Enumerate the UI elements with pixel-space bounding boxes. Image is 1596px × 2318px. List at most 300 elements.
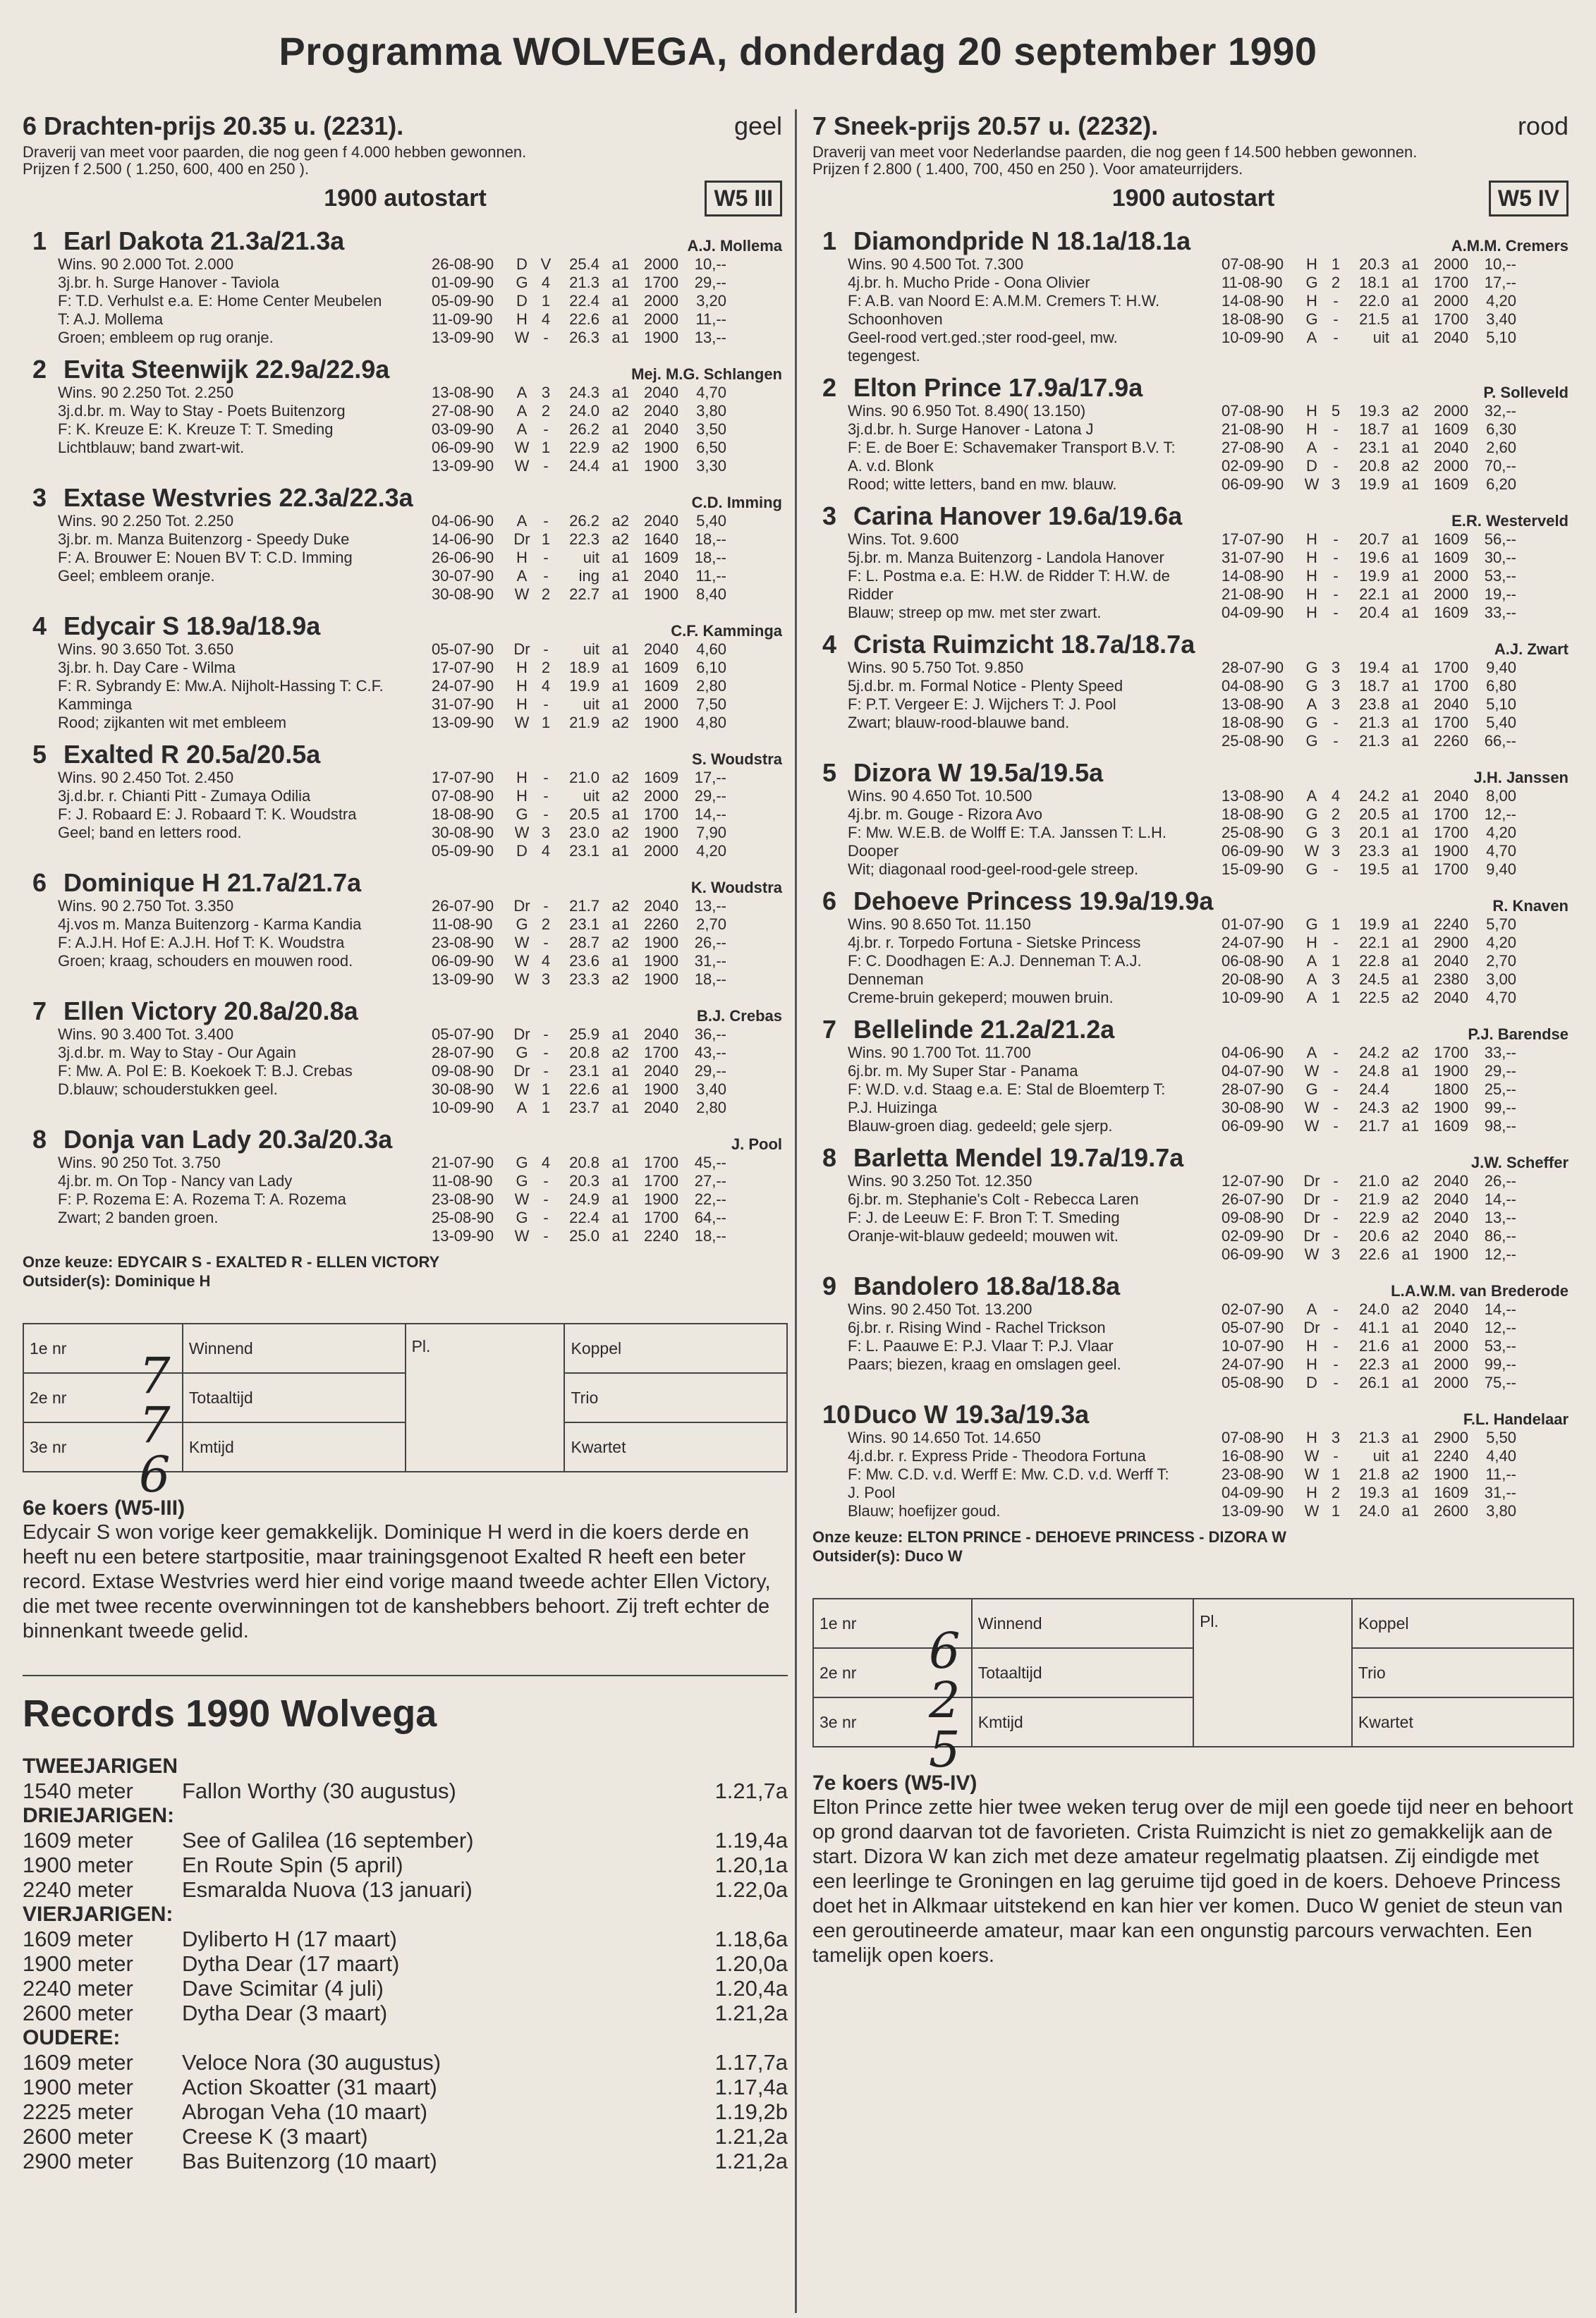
horse-info-line: Zwart; blauw-rood-blauwe band. (848, 714, 1070, 731)
result-cell: 28-07-90 (432, 1044, 494, 1061)
records-horse: Dyliberto H (17 maart) (182, 1927, 397, 1951)
horse-number: 3 (32, 483, 47, 512)
result-cell: 2040 (1434, 1209, 1468, 1226)
result-cell: Dr (1303, 1319, 1320, 1336)
result-cell: 2040 (644, 420, 678, 438)
result-row (432, 567, 726, 585)
result-cell: 02-09-90 (1222, 1227, 1284, 1245)
result-cell: H (516, 549, 528, 566)
result-row (432, 1209, 726, 1227)
result-cell: 1900 (1434, 842, 1468, 860)
result-row (1222, 1337, 1516, 1355)
horse-info-line: Dooper (848, 842, 899, 860)
result-row (1222, 842, 1516, 860)
horse-driver: J. Pool (731, 1135, 782, 1153)
result-row (1222, 1080, 1516, 1099)
result-cell: 26.2 (569, 420, 599, 438)
result-cell: - (1333, 714, 1339, 731)
result-row (432, 805, 726, 824)
our-pick-line: Onze keuze: ELTON PRINCE - DEHOEVE PRINCESS - DIZORA W (812, 1528, 1286, 1546)
result-cell: W (1304, 475, 1320, 493)
result-row (1222, 1429, 1516, 1447)
result-cell: G (516, 915, 528, 933)
column-divider (795, 109, 797, 2313)
horse-entry (812, 887, 1574, 1007)
result-row (1222, 604, 1516, 622)
result-row (1222, 714, 1516, 732)
result-cell: - (543, 1209, 549, 1226)
result-cell: 4,70 (1486, 989, 1516, 1006)
result-cell: 2040 (644, 897, 678, 915)
result-cell: H (1306, 420, 1317, 438)
result-cell: 21.0 (1359, 1172, 1389, 1190)
records-time: 1.20,1a (714, 1853, 788, 1877)
horse-driver: J.W. Scheffer (1470, 1154, 1568, 1171)
result-row (432, 952, 726, 970)
result-cell: a1 (611, 457, 629, 475)
result-cell: G (516, 1154, 528, 1171)
result-row (432, 1154, 726, 1172)
result-cell: a1 (1401, 1484, 1419, 1501)
horse-info-line: Wins. 90 2.750 Tot. 3.350 (58, 897, 234, 915)
result-cell: - (1333, 1190, 1339, 1208)
result-row (432, 970, 726, 989)
result-cell: 06-09-90 (432, 439, 494, 456)
result-cell: 23.3 (569, 970, 599, 988)
horse-info-line: T: A.J. Mollema (58, 310, 164, 328)
horse-body (23, 769, 788, 860)
result-cell: 30-07-90 (432, 567, 494, 585)
result-cell: H (1306, 255, 1317, 273)
result-cell: a1 (1401, 274, 1419, 291)
result-cell: G (1305, 677, 1318, 695)
result-cell: H (1306, 604, 1317, 621)
horse-info-line: Wins. 90 8.650 Tot. 11.150 (848, 915, 1031, 933)
result-cell: 1 (1331, 1465, 1341, 1483)
result-cell: W (514, 970, 530, 988)
result-cell: a2 (611, 530, 629, 548)
race-color: geel (733, 111, 782, 140)
result-cell: W (1304, 1502, 1320, 1520)
result-cell: 1700 (644, 805, 678, 823)
result-cell: 98,-- (1484, 1117, 1516, 1135)
result-row (1222, 475, 1516, 494)
result-cell: 1609 (644, 769, 678, 786)
horse-entry (23, 997, 788, 1117)
result-cell: 2040 (644, 512, 678, 530)
result-cell: 10-09-90 (432, 1099, 494, 1116)
result-cell: a1 (1401, 1374, 1419, 1391)
bet-row (23, 1422, 787, 1472)
start-type: 1900 autostart (324, 185, 487, 212)
result-cell: a1 (1401, 310, 1419, 328)
result-cell: a1 (1401, 255, 1419, 273)
horse-info-line: F: E. de Boer E: Schavemaker Transport B.V. T: (848, 439, 1176, 456)
horse-number: 6 (32, 868, 47, 897)
result-cell: 3 (1331, 824, 1341, 841)
result-cell: a2 (1401, 1209, 1419, 1226)
result-cell: 10-07-90 (1222, 1337, 1284, 1355)
result-cell: W (514, 329, 530, 346)
result-cell: a1 (611, 695, 629, 713)
horse-info-line: 3j.d.br. h. Surge Hanover - Latona J (848, 420, 1094, 438)
result-cell: 2040 (644, 640, 678, 658)
horse-info-line: Geel-rood vert.ged.;ster rood-geel, mw. (848, 329, 1118, 346)
result-cell: 3 (1331, 475, 1341, 493)
horse-info (23, 384, 432, 475)
result-cell: H (1306, 1355, 1317, 1373)
horse-number: 7 (822, 1015, 837, 1044)
result-row (1222, 915, 1516, 934)
result-cell: 22.9 (1359, 1209, 1389, 1226)
result-cell: a1 (611, 677, 629, 695)
result-cell: 06-09-90 (1222, 475, 1284, 493)
race-title: 6 Drachten-prijs 20.35 u. (2231). (23, 111, 404, 140)
horse-name-text: Dehoeve Princess 19.9a/19.9a (846, 886, 1214, 915)
result-cell: A (1306, 695, 1317, 713)
records-time: 1.19,4a (714, 1828, 788, 1853)
records-distance: 1609 meter (23, 1927, 133, 1951)
result-cell: 7,50 (696, 695, 726, 713)
horse-info-line: Geel; embleem oranje. (58, 567, 215, 585)
result-cell: 1700 (644, 1154, 678, 1171)
horse-entry (812, 227, 1574, 365)
result-cell: 4,70 (1486, 842, 1516, 860)
result-cell: a2 (611, 1044, 629, 1061)
bet-row (813, 1599, 1573, 1648)
result-cell: a1 (1401, 695, 1419, 713)
result-cell: Dr (1303, 1209, 1320, 1226)
result-cell: A (516, 567, 528, 585)
records-row (23, 2075, 788, 2099)
result-cell: 28-07-90 (1222, 1080, 1284, 1098)
result-cell: 22.7 (569, 585, 599, 603)
horse-results (432, 1154, 726, 1245)
horse-number: 2 (822, 373, 837, 402)
horse-name-text: Ellen Victory 20.8a/20.8a (56, 996, 358, 1025)
horse-number: 5 (32, 740, 47, 769)
result-cell: 22.4 (569, 1209, 599, 1226)
result-cell: H (1306, 1337, 1317, 1355)
records-row (23, 1853, 788, 1877)
result-cell: - (1333, 1062, 1339, 1080)
result-cell: 2040 (1434, 329, 1468, 346)
result-cell: 20.8 (569, 1154, 599, 1171)
horse-info-line: F: A.J.H. Hof E: A.J.H. Hof T: K. Woudstra (58, 934, 345, 951)
bet-cell: Koppel (564, 1324, 787, 1373)
result-cell: a1 (1401, 1355, 1419, 1373)
result-cell: G (516, 1044, 528, 1061)
records-distance: 1609 meter (23, 2050, 133, 2075)
result-cell: 70,-- (1484, 457, 1516, 475)
bet-form (23, 1323, 788, 1472)
result-cell: 26,-- (1484, 1172, 1516, 1190)
result-cell: 24.0 (1359, 1300, 1389, 1318)
result-cell: 19.9 (1359, 475, 1389, 493)
result-row (432, 384, 726, 402)
horse-name-text: Diamondpride N 18.1a/18.1a (846, 226, 1191, 255)
horse-results (1222, 659, 1516, 750)
result-row (1222, 1465, 1516, 1484)
result-cell: 06-09-90 (432, 952, 494, 970)
horse-body (812, 1044, 1574, 1135)
result-cell: 01-07-90 (1222, 915, 1284, 933)
result-cell: 24-07-90 (1222, 934, 1284, 951)
horse-driver: S. Woudstra (692, 750, 782, 768)
result-cell: 1900 (1434, 1062, 1468, 1080)
result-cell: 18,-- (694, 1227, 726, 1245)
result-cell: A (1306, 1300, 1317, 1318)
horse-driver: C.D. Imming (691, 494, 782, 511)
result-cell: 3 (541, 970, 551, 988)
horse-info-line: Groen; kraag, schouders en mouwen rood. (58, 952, 353, 970)
records-time: 1.21,2a (714, 2001, 788, 2025)
records-time: 1.21,2a (714, 2149, 788, 2173)
result-row (432, 1227, 726, 1245)
result-cell: 1700 (1434, 274, 1468, 291)
result-cell: a1 (611, 1154, 629, 1171)
bet-cell: Koppel (1352, 1599, 1573, 1648)
result-cell: D (516, 842, 528, 860)
result-row (432, 824, 726, 842)
result-cell: 22.6 (1359, 1245, 1389, 1263)
result-cell: - (1333, 585, 1339, 603)
result-cell: 2000 (1434, 402, 1468, 420)
bet-cell: Pl. (406, 1324, 565, 1472)
race-header (23, 106, 788, 144)
outsider-line: Outsider(s): Duco W (812, 1547, 963, 1565)
result-cell: uit (1372, 1447, 1389, 1465)
horse-body (23, 384, 788, 475)
result-cell: 56,-- (1484, 530, 1516, 548)
result-cell: 28-07-90 (1222, 659, 1284, 676)
records-row (23, 2050, 788, 2075)
result-row (1222, 420, 1516, 439)
result-row (1222, 659, 1516, 677)
result-cell: a2 (611, 787, 629, 805)
result-cell: - (543, 695, 549, 713)
records-title: Records 1990 Wolvega (23, 1692, 437, 1735)
result-cell: 18,-- (694, 549, 726, 566)
result-cell: 20.3 (1359, 255, 1389, 273)
result-cell: 1609 (1434, 475, 1468, 493)
result-cell: 13,-- (1484, 1209, 1516, 1226)
result-cell: 10-09-90 (1222, 989, 1284, 1006)
result-cell: a2 (611, 824, 629, 841)
result-row (1222, 1484, 1516, 1502)
result-cell: a2 (1401, 1099, 1419, 1116)
horse-info-line: Paars; biezen, kraag en omslagen geel. (848, 1355, 1121, 1373)
result-cell: a1 (611, 255, 629, 273)
result-cell: 13-09-90 (432, 329, 494, 346)
horse-info-line: Ridder (848, 585, 894, 603)
result-cell: - (1333, 439, 1339, 456)
result-cell: 22.1 (1359, 585, 1389, 603)
result-cell: 05-07-90 (432, 640, 494, 658)
result-cell: a1 (1401, 860, 1419, 878)
horse-info-line: F: J. de Leeuw E: F. Bron T: T. Smeding (848, 1209, 1120, 1226)
result-row (1222, 1099, 1516, 1117)
records-distance: 1900 meter (23, 1951, 133, 1976)
result-cell: 04-06-90 (1222, 1044, 1284, 1061)
result-cell: 25-08-90 (432, 1209, 494, 1226)
result-cell: - (1333, 1300, 1339, 1318)
result-cell: 1700 (1434, 1044, 1468, 1061)
result-cell: a1 (611, 1190, 629, 1208)
result-row (432, 842, 726, 860)
horse-info-line: F: Mw. C.D. v.d. Werff E: Mw. C.D. v.d. Werff T: (848, 1465, 1169, 1483)
result-cell: 19.3 (1359, 1484, 1389, 1501)
horse-entry (23, 612, 788, 732)
result-cell: 2000 (644, 310, 678, 328)
result-cell: 21.7 (1359, 1117, 1389, 1135)
result-cell: 13-09-90 (432, 1227, 494, 1245)
result-cell: G (1305, 274, 1318, 291)
result-cell: 4,20 (1486, 292, 1516, 310)
result-cell: Dr (513, 1062, 530, 1080)
result-cell: H (1306, 1484, 1317, 1501)
result-cell: a1 (1401, 787, 1419, 805)
result-row (432, 255, 726, 274)
result-cell: 07-08-90 (1222, 255, 1284, 273)
records-horse: Abrogan Veha (10 maart) (182, 2099, 428, 2124)
result-cell: W (1304, 1245, 1320, 1263)
result-cell: 2,60 (1486, 439, 1516, 456)
result-cell: 1609 (1434, 1484, 1468, 1501)
result-cell: 99,-- (1484, 1355, 1516, 1373)
result-cell: 29,-- (1484, 1062, 1516, 1080)
records-horse: Veloce Nora (30 augustus) (182, 2050, 441, 2075)
horse-name (812, 1015, 1574, 1044)
result-cell: 19.9 (569, 677, 599, 695)
result-cell: 21.8 (1359, 1465, 1389, 1483)
result-cell: 2260 (644, 915, 678, 933)
records-row (23, 2001, 788, 2025)
result-row (1222, 1117, 1516, 1135)
records-horse: Fallon Worthy (30 augustus) (182, 1779, 456, 1803)
bet-cell: 3e nr (23, 1422, 183, 1472)
result-cell: H (1306, 934, 1317, 951)
result-cell: a1 (611, 585, 629, 603)
result-cell: 2240 (644, 1227, 678, 1245)
result-cell: a2 (1401, 457, 1419, 475)
bet-cell: Pl. (1193, 1599, 1352, 1747)
result-cell: a1 (611, 842, 629, 860)
result-row (432, 1099, 726, 1117)
result-cell: W (514, 1080, 530, 1098)
records-group: TWEEJARIGEN (23, 1755, 178, 1778)
horse-name (812, 1144, 1574, 1172)
result-cell: 1700 (1434, 659, 1468, 676)
result-cell: 8,40 (696, 585, 726, 603)
result-cell: 1609 (1434, 549, 1468, 566)
records-group: OUDERE: (23, 2026, 121, 2049)
result-cell: 30-08-90 (432, 824, 494, 841)
horse-info (23, 1025, 432, 1117)
horse-results (1222, 402, 1516, 494)
result-cell: 2040 (644, 402, 678, 420)
result-cell: 2040 (1434, 787, 1468, 805)
result-cell: - (1333, 1374, 1339, 1391)
result-cell: 2040 (644, 384, 678, 401)
horse-entry (23, 355, 788, 475)
records-time: 1.20,0a (714, 1951, 788, 1976)
result-cell: 2000 (644, 695, 678, 713)
result-cell: 01-09-90 (432, 274, 494, 291)
result-cell: 07-08-90 (1222, 402, 1284, 420)
result-cell: 4,20 (1486, 824, 1516, 841)
bet-cell: 2e nr (23, 1373, 183, 1422)
result-cell: 2 (541, 915, 551, 933)
records-horse: Dytha Dear (3 maart) (182, 2001, 388, 2025)
result-cell: a1 (1401, 530, 1419, 548)
result-cell: 2040 (1434, 1190, 1468, 1208)
result-cell: 02-07-90 (1222, 1300, 1284, 1318)
result-cell: 2240 (1434, 1447, 1468, 1465)
result-cell: 21.3 (1359, 732, 1389, 750)
result-cell: 2000 (1434, 567, 1468, 585)
result-cell: 19.6 (1359, 549, 1389, 566)
result-cell: 2 (541, 585, 551, 603)
result-cell: G (1305, 310, 1318, 328)
result-cell: H (516, 769, 528, 786)
result-cell: 05-09-90 (432, 842, 494, 860)
result-cell: 33,-- (1484, 1044, 1516, 1061)
result-cell: 2260 (1434, 732, 1468, 750)
result-cell: a2 (1401, 402, 1419, 420)
horse-driver: J.H. Janssen (1473, 769, 1568, 786)
horse-info-line: Blauw; streep op mw. met ster zwart. (848, 604, 1102, 621)
result-cell: 22,-- (694, 1190, 726, 1208)
horse-info (23, 769, 432, 860)
result-row (432, 897, 726, 915)
horse-name (812, 374, 1574, 402)
result-cell: 18,-- (694, 530, 726, 548)
result-cell: 23.1 (569, 842, 599, 860)
result-cell: a1 (611, 640, 629, 658)
bet-cell: Kwartet (564, 1422, 787, 1472)
result-cell: 3,30 (696, 457, 726, 475)
bet-cell: Trio (1352, 1648, 1573, 1697)
result-row (432, 1190, 726, 1209)
result-cell: W (1304, 1099, 1320, 1116)
result-cell: 1 (541, 439, 551, 456)
result-cell: A (1306, 970, 1317, 988)
result-cell: a1 (1401, 292, 1419, 310)
records-row (23, 2099, 788, 2124)
horse-info-line: Wins. 90 3.250 Tot. 12.350 (848, 1172, 1032, 1190)
result-cell: 25,-- (1484, 1080, 1516, 1098)
result-cell: 11,-- (695, 310, 726, 328)
result-cell: 5,50 (1486, 1429, 1516, 1446)
records-horse: See of Galilea (16 september) (182, 1828, 474, 1853)
horse-entry (23, 227, 788, 347)
result-row (1222, 1172, 1516, 1190)
result-cell: - (1333, 1099, 1339, 1116)
result-cell: 2040 (644, 1099, 678, 1116)
horse-entry (23, 484, 788, 604)
horse-info-line: F: L. Paauwe E: P.J. Vlaar T: P.J. Vlaar (848, 1337, 1114, 1355)
result-cell: - (543, 1190, 549, 1208)
result-cell: W (1304, 1447, 1320, 1465)
result-cell: a2 (1401, 989, 1419, 1006)
result-cell: a1 (611, 420, 629, 438)
horse-body (23, 512, 788, 604)
result-cell: 6,50 (696, 439, 726, 456)
bet-form-wrap (812, 1598, 1574, 1779)
horse-info (812, 1300, 1222, 1392)
result-cell: 13,-- (694, 897, 726, 915)
